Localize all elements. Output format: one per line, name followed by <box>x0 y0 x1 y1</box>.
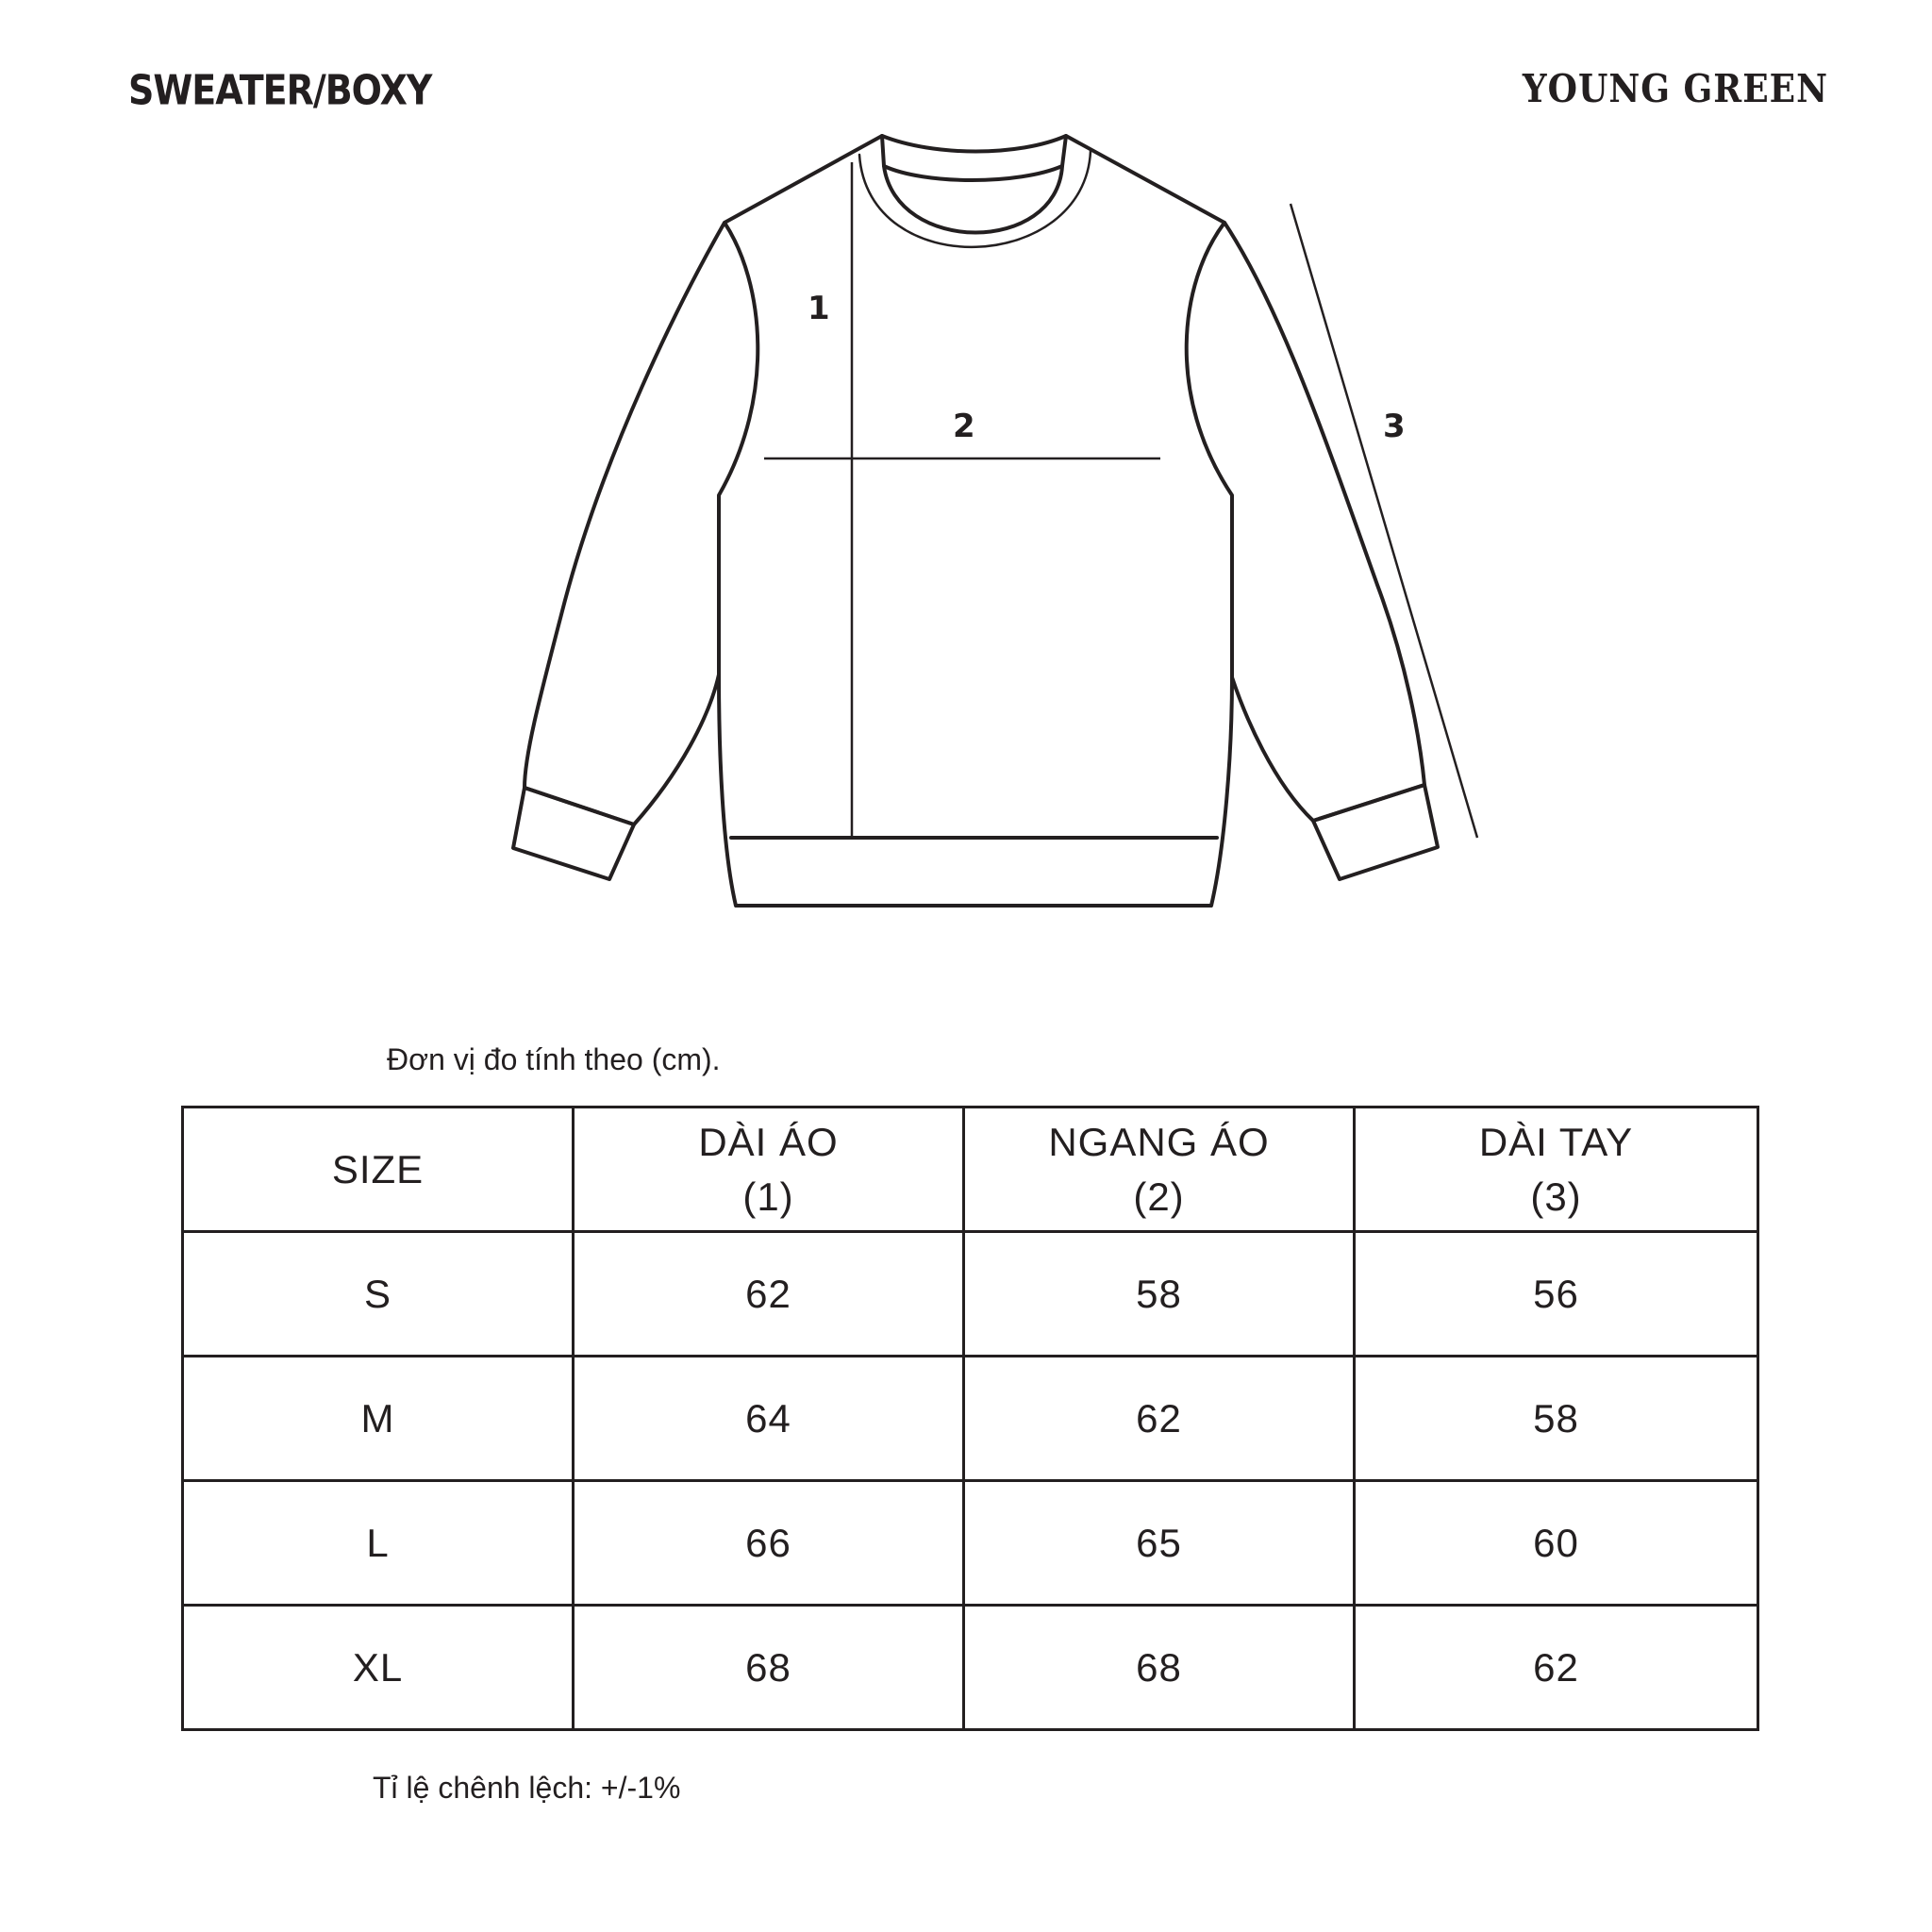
length-cell: 66 <box>574 1481 964 1606</box>
table-header-row <box>183 1108 1758 1232</box>
width-cell: 58 <box>964 1232 1355 1357</box>
marker-3: 3 <box>1383 408 1406 445</box>
header-sleeve: DÀI TAY (3) <box>1355 1108 1758 1232</box>
table-row <box>183 1232 1758 1357</box>
size-cell: XL <box>183 1606 574 1730</box>
length-cell: 62 <box>574 1232 964 1357</box>
sleeve-cell: 56 <box>1355 1232 1758 1357</box>
length-cell: 64 <box>574 1357 964 1481</box>
length-cell: 68 <box>574 1606 964 1730</box>
marker-1: 1 <box>808 290 830 327</box>
collar-inner <box>882 136 1066 180</box>
product-label: SWEATER/BOXY <box>128 66 432 114</box>
brand-name: YOUNG GREEN <box>1522 66 1828 112</box>
sleeve-cell: 60 <box>1355 1481 1758 1606</box>
sleeve-cell: 62 <box>1355 1606 1758 1730</box>
table-row <box>183 1357 1758 1481</box>
header-size: SIZE <box>183 1108 574 1232</box>
size-table <box>181 1106 1759 1731</box>
size-cell: L <box>183 1481 574 1606</box>
size-cell: S <box>183 1232 574 1357</box>
sleeve-measure-line <box>1291 204 1477 838</box>
tolerance-note: Tỉ lệ chênh lệch: +/-1% <box>373 1771 681 1805</box>
width-cell: 68 <box>964 1606 1355 1730</box>
header-width: NGANG ÁO (2) <box>964 1108 1355 1232</box>
sleeve-cell: 58 <box>1355 1357 1758 1481</box>
table-row <box>183 1606 1758 1730</box>
left-armhole <box>719 223 758 675</box>
right-armhole <box>1187 223 1232 677</box>
sweater-diagram <box>0 0 1932 943</box>
table-row <box>183 1481 1758 1606</box>
unit-note: Đơn vị đo tính theo (cm). <box>387 1042 721 1076</box>
left-cuff-line <box>513 788 634 879</box>
header-length: DÀI ÁO (1) <box>574 1108 964 1232</box>
width-cell: 62 <box>964 1357 1355 1481</box>
sweater-outline <box>525 136 1424 906</box>
width-cell: 65 <box>964 1481 1355 1606</box>
right-cuff-line <box>1313 785 1438 879</box>
size-cell: M <box>183 1357 574 1481</box>
marker-2: 2 <box>953 408 975 445</box>
